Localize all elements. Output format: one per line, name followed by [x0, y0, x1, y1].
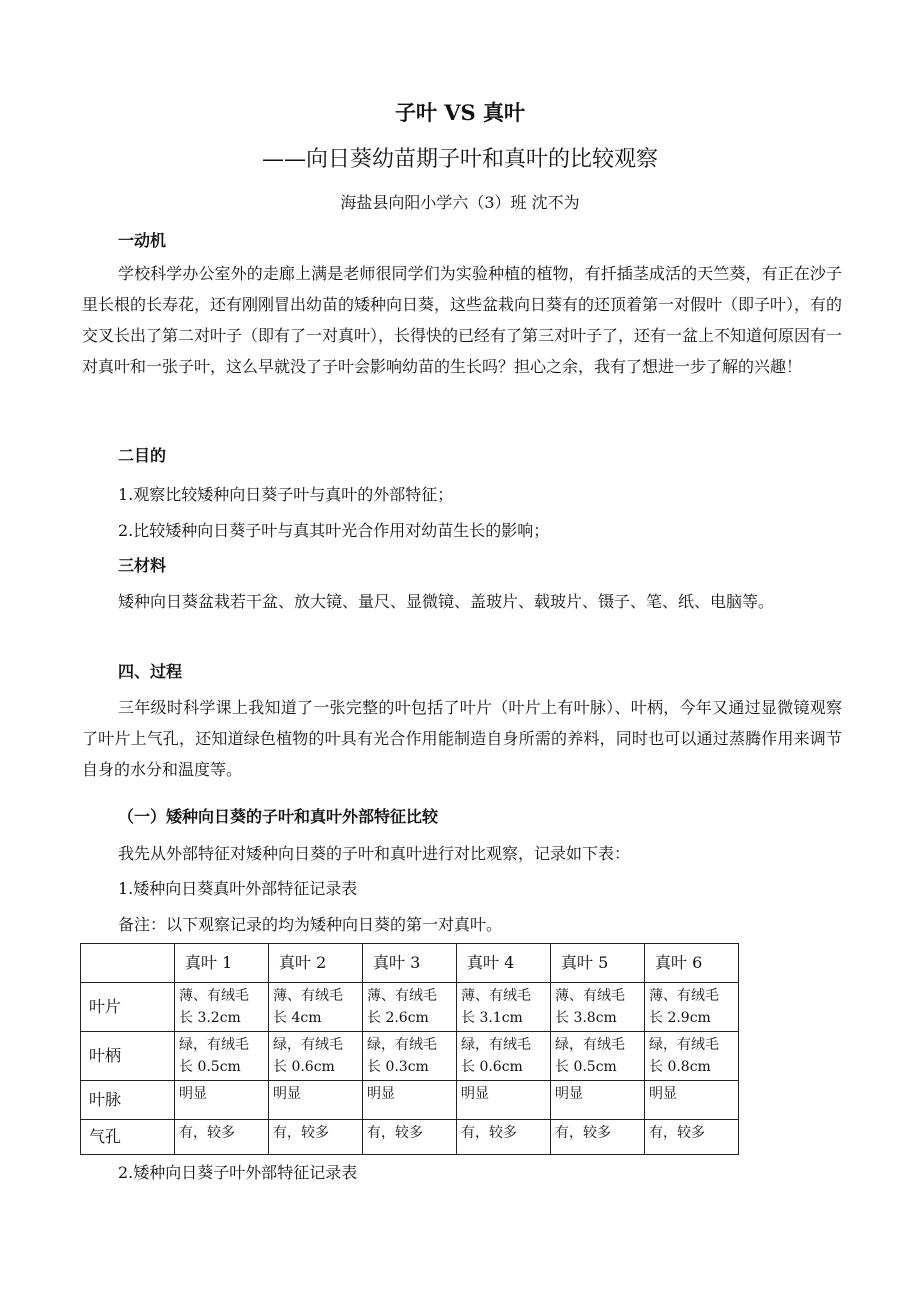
- table-header-row: [81, 944, 739, 983]
- table-cell: 有，较多: [363, 1120, 457, 1155]
- materials-paragraph: [82, 586, 842, 617]
- table-cell: 有，较多: [269, 1120, 363, 1155]
- table-cell: [457, 983, 551, 1032]
- table-header-cell: 真叶 2: [269, 944, 363, 983]
- purpose-item-2: 2.比较矮种向日葵子叶与真其叶光合作用对幼苗生长的影响；: [118, 521, 550, 540]
- table-cell: [551, 1032, 645, 1081]
- cell-line: 绿，有绒毛: [367, 1037, 437, 1053]
- cell-line: 绿，有绒毛: [273, 1037, 343, 1053]
- materials-heading: 三材料: [118, 556, 167, 575]
- cell-line: 长 3.2cm: [179, 1010, 241, 1026]
- cell-line: 薄、有绒毛: [179, 988, 249, 1004]
- cell-line: 长 0.5cm: [179, 1059, 241, 1075]
- table-cell: [175, 983, 269, 1032]
- table-1-note: 备注：以下观察记录的均为矮种向日葵的第一对真叶。: [118, 915, 503, 934]
- cell-line: 长 2.6cm: [367, 1010, 429, 1026]
- cell-line: 薄、有绒毛: [555, 988, 625, 1004]
- table-cell: [551, 983, 645, 1032]
- table-cell: [645, 983, 739, 1032]
- table-cell: 有，较多: [645, 1120, 739, 1155]
- cell-line: 薄、有绒毛: [649, 988, 719, 1004]
- cell-line: 薄、有绒毛: [273, 988, 343, 1004]
- author-line: 海盐县向阳小学六（3）班 沈不为: [340, 193, 580, 212]
- table-header-cell: 真叶 3: [363, 944, 457, 983]
- row-label: 气孔: [81, 1120, 175, 1155]
- cell-line: 薄、有绒毛: [367, 988, 437, 1004]
- cell-line: 绿，有绒毛: [555, 1037, 625, 1053]
- document-subtitle: ——向日葵幼苗期子叶和真叶的比较观察: [261, 147, 658, 172]
- table-header-cell: [81, 944, 175, 983]
- table-cell: 明显: [457, 1081, 551, 1120]
- cell-line: 绿，有绒毛: [179, 1037, 249, 1053]
- table-cell: [645, 1032, 739, 1081]
- table-cell: [269, 983, 363, 1032]
- cell-line: 绿，有绒毛: [649, 1037, 719, 1053]
- subsection-1-heading: （一）矮种向日葵的子叶和真叶外部特征比较: [118, 807, 439, 826]
- table-cell: [457, 1032, 551, 1081]
- true-leaf-record-table: [80, 943, 739, 1155]
- cell-line: 长 4cm: [273, 1010, 322, 1026]
- table-row: [81, 983, 739, 1032]
- cell-line: 长 0.8cm: [649, 1059, 711, 1075]
- table-cell: 有，较多: [551, 1120, 645, 1155]
- motivation-heading: 一动机: [118, 231, 167, 250]
- row-label: 叶片: [81, 983, 175, 1032]
- table-cell: [363, 983, 457, 1032]
- process-heading: 四、过程: [118, 662, 183, 681]
- subsection-1-intro: 我先从外部特征对矮种向日葵的子叶和真叶进行对比观察，记录如下表：: [118, 844, 631, 863]
- cell-line: 长 0.6cm: [273, 1059, 335, 1075]
- table-row: [81, 1081, 739, 1120]
- table-cell: [363, 1032, 457, 1081]
- row-label: 叶脉: [81, 1081, 175, 1120]
- cell-line: 长 3.1cm: [461, 1010, 523, 1026]
- table-cell: 有，较多: [457, 1120, 551, 1155]
- cell-line: 长 0.3cm: [367, 1059, 429, 1075]
- table-cell: 明显: [363, 1081, 457, 1120]
- table-header-cell: 真叶 4: [457, 944, 551, 983]
- cell-line: 长 3.8cm: [555, 1010, 617, 1026]
- cell-line: 长 2.9cm: [649, 1010, 711, 1026]
- cell-line: 长 0.5cm: [555, 1059, 617, 1075]
- table-2-title: 2.矮种向日葵子叶外部特征记录表: [118, 1163, 358, 1182]
- document-title: 子叶 VS 真叶: [394, 100, 526, 125]
- motivation-text: 学校科学办公室外的走廊上满是老师很同学们为实验种植的植物，有扦插茎成活的天竺葵，有正在沙子里长根的长寿花，还有刚刚冒出幼苗的矮种向日葵，这些盆栽向日葵有的还顶着第一对假叶（即子叶），有的交叉长出了第二对叶子（即有了一对真叶），长得快的已经有了第三对叶子了，还有一盆上不知道何原因有一对真叶和一张子叶，这么早就没了子叶会影响幼苗的生长吗？担心之余，我有了想进一步了解的兴趣！: [82, 264, 843, 376]
- cell-line: 长 0.6cm: [461, 1059, 523, 1075]
- table-row: [81, 1120, 739, 1155]
- cell-line: 薄、有绒毛: [461, 988, 531, 1004]
- table-header-cell: 真叶 5: [551, 944, 645, 983]
- table-header-cell: 真叶 6: [645, 944, 739, 983]
- table-cell: 明显: [269, 1081, 363, 1120]
- table-cell: [175, 1032, 269, 1081]
- purpose-item-1: 1.观察比较矮种向日葵子叶与真叶的外部特征；: [118, 485, 454, 504]
- process-paragraph: [82, 692, 842, 785]
- purpose-heading: 二目的: [118, 446, 167, 465]
- table-cell: [269, 1032, 363, 1081]
- table-cell: 明显: [175, 1081, 269, 1120]
- table-row: [81, 1032, 739, 1081]
- table-1-title: 1.矮种向日葵真叶外部特征记录表: [118, 879, 358, 898]
- table-cell: 有，较多: [175, 1120, 269, 1155]
- motivation-paragraph: [82, 258, 842, 382]
- row-label: 叶柄: [81, 1032, 175, 1081]
- process-text: 三年级时科学课上我知道了一张完整的叶包括了叶片（叶片上有叶脉）、叶柄，今年又通过显微镜观察了叶片上气孔，还知道绿色植物的叶具有光合作用能制造自身所需的养料，同时也可以通过蒸腾作用来调节自身的水分和温度等。: [82, 698, 842, 779]
- materials-text: 矮种向日葵盆栽若干盆、放大镜、量尺、显微镜、盖玻片、载玻片、镊子、笔、纸、电脑等。: [118, 592, 775, 611]
- table-cell: 明显: [645, 1081, 739, 1120]
- cell-line: 绿，有绒毛: [461, 1037, 531, 1053]
- table-header-cell: 真叶 1: [175, 944, 269, 983]
- table-cell: 明显: [551, 1081, 645, 1120]
